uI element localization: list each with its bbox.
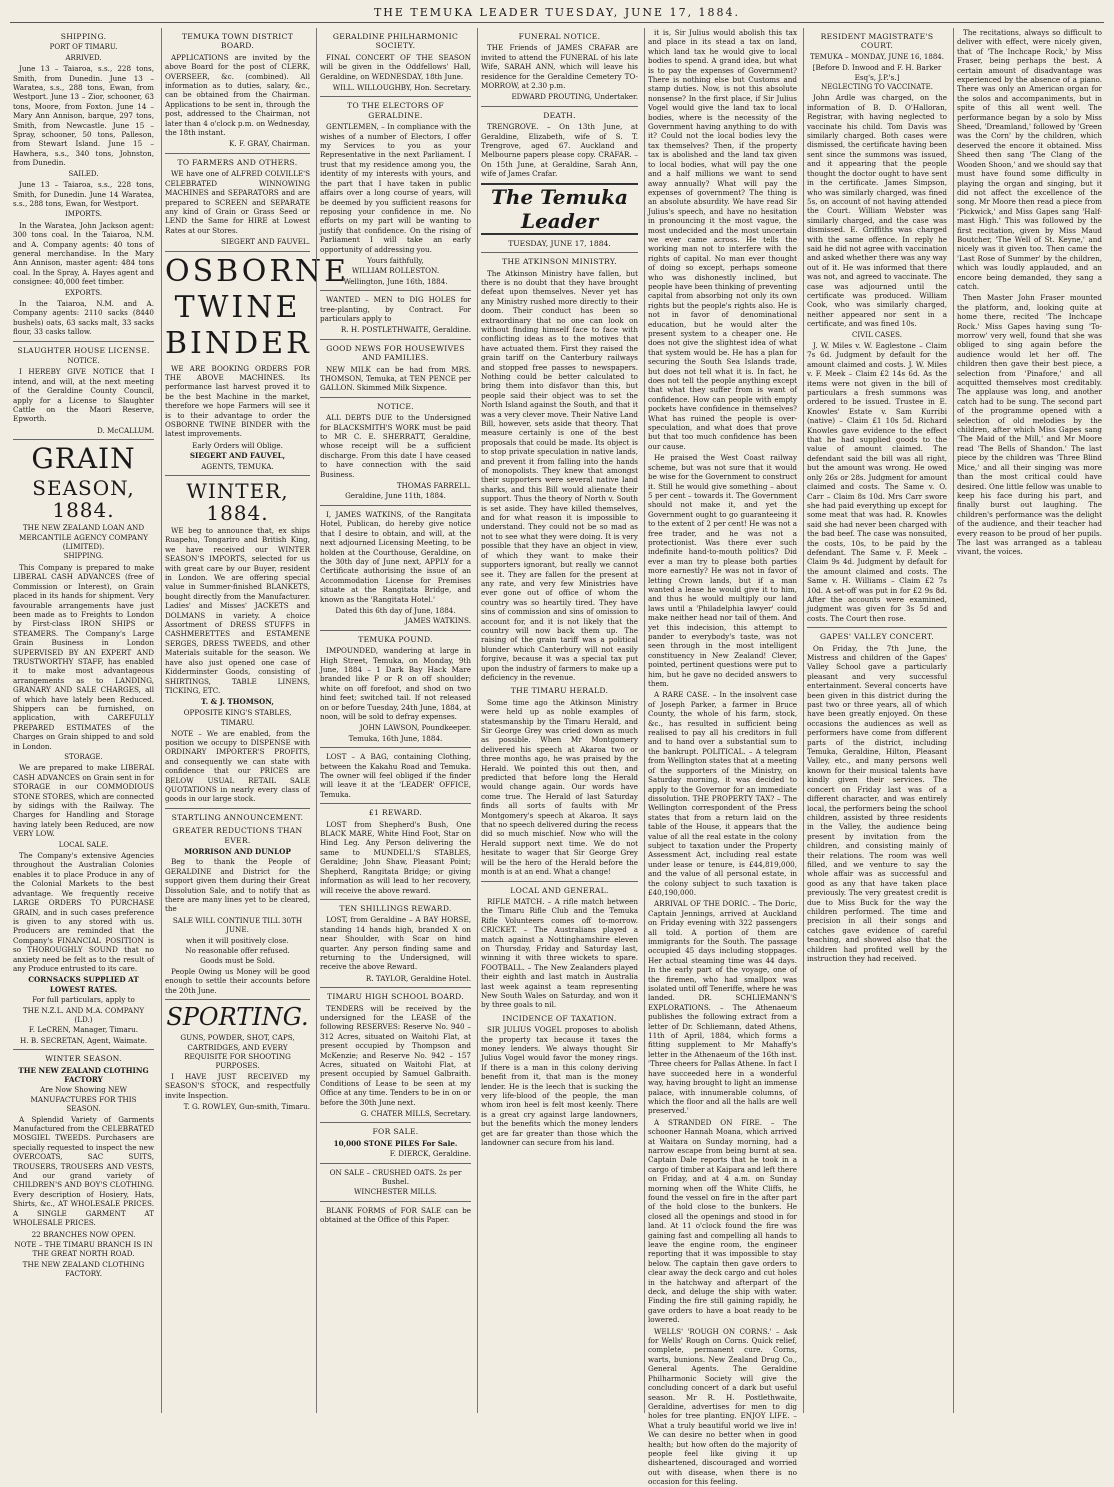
divider xyxy=(165,153,310,154)
divider xyxy=(320,96,471,97)
secretan-line: H. B. SECRETAN, Agent, Waimate. xyxy=(19,1035,147,1045)
divider xyxy=(320,987,471,988)
court-heading: RESIDENT MAGISTRATE'S COURT. xyxy=(820,32,934,51)
divider xyxy=(13,341,154,342)
rolleston-line: WILLIAM ROLLESTON. xyxy=(351,266,440,276)
arrived-heading: ARRIVED. xyxy=(65,53,102,62)
school-board-heading: TIMARU HIGH SCHOOL BOARD. xyxy=(326,992,464,1002)
divider xyxy=(320,747,471,748)
exports-heading: EXPORTS. xyxy=(64,288,103,297)
farrell-signature: THOMAS FARRELL. xyxy=(396,481,471,491)
article-text-b: He praised the West Coast railway scheme, but was not sure that it would be wise for the Government to construct it. Still he would give something – about 5 per cent – towards it. The Government should not make it, and yet the Government ought to go guaranteeing it to the extent of 2 per cent! He was not a free trader, and he was not a protectionist. Was there ever such indefinite hand-to-mouth politics? Did ever a man try to please both parties more earnestly? He was not in favor of letting Crown lands, but if a man wanted a lease he would give it to him, and thus he would multiply our land laws until a 'Philadelphia lawyer' could make neither head nor tail of them. And yet this indecision, this attempt to pander to everybody's taste, was not seen through in the most intelligent constituency in New Zealand! Clever, pointed, pertinent questions were put to him, but he gave no decided answers to them. xyxy=(648,453,797,689)
chater-signature: G. CHATER MILLS, Secretary. xyxy=(360,1109,471,1119)
prouting-signature: EDWARD PROUTING, Undertaker. xyxy=(511,92,638,102)
binder-headline: BINDER xyxy=(165,325,312,361)
divider xyxy=(13,439,154,440)
watkins-text: I, JAMES WATKINS, of the Rangitata Hotel, Publican, do hereby give notice that I desire to obtain, and will, at the next adjourned Licensing Meeting, to be holden at the Courthouse, Geraldine, on the 30th day of June next, APPLY for a Certificate authorising the issue of an Accommodation License for Premises situate at the Rangitata Bridge, and known as the 'Rangitata Hotel.' xyxy=(320,509,471,604)
masthead-rule xyxy=(10,22,1104,23)
md-text: Beg to thank the People of GERALDINE and District for the support given them during their Great Dissolution Sale, and to notify that as there are many lines yet to be cleared, the xyxy=(165,857,310,914)
wanted-text: WANTED – MEN to DIG HOLES for tree-planting, by Contract. For particulars apply to xyxy=(320,295,471,323)
concert-heading: GAPES' VALLEY CONCERT. xyxy=(820,632,934,642)
column-2 xyxy=(161,28,350,1413)
divider xyxy=(320,803,471,804)
owing-text: People Owing us Money will be good enough to settle their accounts before the 20th June. xyxy=(165,966,310,995)
local-general-text: RIFLE MATCH. – A rifle match between the Timaru Rifle Club and the Temuka Rifle Volunteers comes off to-morrow. CRICKET. – The Australians played a match against a Nottinghamshire eleven on Thursday, Friday and Saturday last, winning it with three wickets to spare. FOOTBALL. – The New Zealanders played their eighth and last match in Australia last week against a team representing New South Wales on Saturday, and won it by three goals to nil. xyxy=(481,896,638,1010)
town-board-heading: TEMUKA TOWN DISTRICT BOARD. xyxy=(181,32,294,51)
timaru-line: TIMARU. xyxy=(220,718,255,728)
civil-cases-heading: CIVIL CASES. xyxy=(852,330,902,339)
dateline: TUESDAY, JUNE 17, 1884. xyxy=(508,238,611,248)
sf-name: SIEGERT AND FAUVEL, xyxy=(189,451,286,461)
court-before: [Before D. Inwood and F. H. Barker Esq's, J.P.'s.] xyxy=(812,63,942,82)
blank-forms-text: BLANK FORMS of FOR SALE can be obtained at the Office of this Paper. xyxy=(320,1205,471,1225)
vaccinate-heading: NEGLECTING TO VACCINATE. xyxy=(821,83,933,92)
electors-text: GENTLEMEN, – In compliance with the wishes of a number of Electors, I offer my Services to you as your Representative in the next Parliament. I trust that my residence among you, the identity of my interests with yours, and the part that I have taken in public affairs over a long course of years, will be deemed by you sufficient reasons for reposing your confidence in me. No efforts on my part will be wanting to justify that confidence. On the rising of Parliament I will take an early opportunity of addressing you. xyxy=(320,122,471,254)
opposite-line: OPPOSITE KING'S STABLES, xyxy=(183,707,292,717)
footer-line: THE NEW ZEALAND CLOTHING FACTORY. xyxy=(22,1259,145,1279)
divider xyxy=(320,505,471,506)
winter-text: WE beg to announce that, ex ships Ruapehu, Tongariro and British King, we have received our WINTER SEASON'S IMPORTS, selected for us with great care by our Buyer, resident in London. We are offering special value in Summer-finished BLANKETS, bought directly from the Manufacturer. Ladies' and Misses' JACKETS and DOLMANS in variety. A choice Assortment of DRESS STUFFS in CASHMERETTES and ESTAMENE SERGES, DRESS TWEEDS, and other Materials suitable for the season. We have also just opened one case of Kidderminster Goods, consisting of SHIRTINGS, TABLE LINENS, TICKING, ETC. xyxy=(165,526,310,695)
shipping-heading: SHIPPING. xyxy=(60,32,107,41)
storage-heading: STORAGE. xyxy=(64,753,103,761)
manager-line: F. LeCREN, Manager, Timaru. xyxy=(28,1025,139,1035)
watkins-date: Dated this 6th day of June, 1884. xyxy=(335,605,456,615)
yours-line: Yours faithfully, xyxy=(367,255,424,265)
funeral-heading: FUNERAL NOTICE. xyxy=(518,32,601,41)
herald-heading: THE TIMARU HERALD. xyxy=(510,686,609,696)
imports-heading: IMPORTS. xyxy=(65,210,102,219)
rowley-signature: T. G. ROWLEY, Gun-smith, Timaru. xyxy=(183,1101,310,1111)
article-text-d: ARRIVAL OF THE DORIC. – The Doric, Captain Jennings, arrived at Auckland on Friday evening with 322 passengers all told. A portion of them are immigrants for the South. The passage occupied 45 days including stoppages. Her actual steaming time was 44 days. In the early part of the voyage, one of the firemen, who had smallpox was isolated until off Teneriffe, where he was landed. DR. SCHLIEMANN'S EXPLORATIONS. – The Athenaeum publishes the following extract from a letter of Dr. Schliemann, dated Athens, 11th of April, 1884, which forms a fitting supplement to Mr Mahaffy's letter in the Athenaeum of the 16th inst. 'Three cheers for Pallas Athene. In fact I have succeeded here in a wonderful way, having brought to light an immense palace, with innumerable columns, of which the floor and all the halls are well preserved.' xyxy=(648,899,798,1116)
shipping2-heading: SHIPPING. xyxy=(63,552,104,561)
divider xyxy=(320,339,471,340)
concert-text-b: The recitations, always so difficult to deliver with effect, were nicely given, that of 'The Inchcape Rock,' by Miss Fraser, being perhaps the best. A certain amount of disadvantage was experienced by the absence of a piano. There was only an American organ for the solos and accompaniments, but in spite of this all went well. The performance began by a solo by Miss Sheed, 'Dreamland,' followed by 'Green was the Corn' by the children, which deserved the encore it obtained. Miss Sheed then sang 'The Clang of the Wooden Shoon,' and we should say that must have found some difficulty in playing the organ and singing, but it did not affect the excellence of the song. Mr Moore then read a piece from 'Pickwick,' and Miss Gapes sang 'Half-mast High.' This was followed by the first recitation, given by Miss Maud Boutcher, 'The Well of St. Keyne,' and nicely was it given too. Then came the 'Last Rose of Summer' by the children, which was loudly applauded, and an encore being demanded, they sang a catch. xyxy=(957,28,1102,291)
early-orders-line: Early Orders will Oblige. xyxy=(192,440,283,450)
divider xyxy=(481,881,638,882)
sale-continue-line: SALE WILL CONTINUE TILL 30TH JUNE. xyxy=(172,915,303,935)
column-4 xyxy=(477,28,641,1413)
death-heading: DEATH. xyxy=(543,110,576,120)
divider xyxy=(320,397,471,398)
court-text-b: J. W. Miles v. W. Eaglestone – Claim 7s 6d. Judgment by default for the amount claimed and costs. J. W. Miles v. F. Meek – Claim £2 14s 6d. As the items were not given in the bill of particulars a fresh summons was ordered to be issued. Trustee in E. Knowles' Estate v. Sam Kurribi (native) – Claim £1 10s 5d. Richard Knowles gave evidence to the effect that he had supplied goods to the value of amount claimed. The defendant said the bill was all right, but the amount was wrong. He owed only 26s or 28s. Judgment for amount claimed and costs. The Same v. O. Carr – Claim 8s 10d. Mrs Carr swore she had paid everything up except for some meat that was had. R. Knowles said she had never been charged with the bad beef. The case was nonsuited, the costs, 10s, to be paid by the defendant. The Same v. F. Meek – Claim 9s 4d. Judgment by default for the amount claimed and costs. The Same v. H. Williams – Claim £2 7s 10d. A set-off was put in for £2 9s 8d. After the accounts were examined, judgment was given for 3s 5d and costs. The Court then rose. xyxy=(807,341,947,623)
goods-sold-line: Goods must be Sold. xyxy=(200,956,275,966)
sailed-text: June 13 – Taiaroa, s.s., 228 tons, Smith, for Dunedin. June 14 Waratea, s.s., 288 tons, Ewan, for Westport. xyxy=(13,180,154,208)
divider xyxy=(481,106,638,107)
good-news-heading: GOOD NEWS FOR HOUSEWIVES AND FAMILIES. xyxy=(326,343,465,363)
farrell-date: Geraldine, June 11th, 1884. xyxy=(345,491,446,501)
for-sale-heading: FOR SALE. xyxy=(372,1127,419,1137)
sporting-headline: SPORTING. xyxy=(166,1003,309,1032)
lawson-signature: JOHN LAWSON, Poundkeeper. xyxy=(359,723,471,733)
nz-company-name: THE NEW ZEALAND LOAN AND MERCANTILE AGENCY COMPANY (LIMITED). xyxy=(18,523,149,552)
philharmonic-text: FINAL CONCERT OF THE SEASON will be given in the Oddfellows' Hall, Geraldine, on WEDNESDAY, 18th June. xyxy=(320,52,471,81)
exports-text: In the Taiaroa, N.M. and A. Company agents: 2110 sacks (8440 bushels) oats, 63 sacks malt, 33 sacks flour, 33 casks tallow. xyxy=(13,298,154,337)
ministry-heading: THE ATKINSON MINISTRY. xyxy=(502,257,617,267)
divider xyxy=(320,290,471,291)
farmers-heading: TO FARMERS AND OTHERS. xyxy=(177,157,298,167)
column-6 xyxy=(803,28,950,1413)
slaughter-signature: D. McCALLUM. xyxy=(96,425,154,435)
divider xyxy=(165,475,310,476)
divider xyxy=(807,627,947,628)
reward-heading: £1 REWARD. xyxy=(368,808,423,818)
divider xyxy=(320,899,471,900)
divider xyxy=(13,1049,154,1050)
article-text-a: it is, Sir Julius would abolish this tax and place in its stead a tax on land, which land tax he would give to local bodies to spend. A grand idea, but what is to pay the expenses of Government? There is nothing else but Customs and stamp duties. Now, is not this absolute nonsense? In the first place, if Sir Julius Vogel would give the land tax to local bodies, where is the necessity of the Government having anything to do with it? Could not the local bodies levy the tax themselves? Then, if the property tax is abolished and the land tax given to local bodies, what will pay the one and a half millions we want to send away annually? What will pay the expenses of government? The thing is an absolute absurdity. We have read Sir Julius's speech, and have no hesitation in pronouncing it the most vague, the most undecided and the most uncertain we ever came across. He tells the working man not to interfere with the rights of capital. No man ever thought of doing so except, perhaps someone who was dishonestly inclined, but people have been thinking of preventing capital from absorbing not only its own rights but the people's rights also. He is not in favor of denominational education, but he would alter the present system to a cheaper one. He does not give the slightest idea of what that system would be. He has a plan for securing the South Sea Islands trade, but does not tell what it is. In fact, he does not tell the people anything except that what they suffer from is want of confidence. How can people with empty pockets have confidence in themselves? What has ruined the people is over-speculation, and what does that prove but that too much confidence has been our cause. xyxy=(648,28,797,451)
column-5 xyxy=(644,28,800,1487)
divider xyxy=(165,251,310,252)
death-text: TRENGROVE. – On 13th June, at Geraldine, Elizabeth, wife of S. T. Trengrove, aged 67. Auckland and Melbourne papers please copy. CRAFAR. – On 15th June, at Geraldine, Sarah Ann, wife of James Crafar. xyxy=(481,122,638,179)
greater-heading: GREATER REDUCTIONS THAN EVER. xyxy=(172,826,303,845)
notice-heading: NOTICE. xyxy=(377,401,414,411)
company-line: THE N.Z.L. AND M.A. COMPANY (LD.) xyxy=(22,1005,145,1024)
town-board-text: APPLICATIONS are invited by the above Board for the post of CLERK, OVERSEER, &c. (combined). All information as to duties, salary, &c., can be obtained from the Chairman. Applications to be sent in, through the post, addressed to the Chairman, not later than 4 o'clock p.m. on Wednesday, the 18th instant. xyxy=(165,52,310,138)
school-board-text: TENDERS will be received by the undersigned for the LEASE of the following RESERVES: Reserve No. 940 – 312 Acres, situated on Waitohi Flat, at present occupied by Thompson and McKenzie; and Reserve No. 942 – 157 Acres, situated on Waitohi Flat, at present occupied by Samuel Galbraith. Conditions of Lease to be seen at my Office at any time. Tenders to be in on or before the 30th June next. xyxy=(320,1003,471,1107)
grain-headline: GRAIN xyxy=(31,442,136,476)
port-heading: PORT OF TIMARU. xyxy=(49,43,118,52)
thomson-name: T. & J. THOMSON, xyxy=(201,697,274,707)
showing-line: Are Now Showing NEW MANUFACTURES FOR THIS SEASON. xyxy=(30,1085,137,1114)
divider xyxy=(320,630,471,631)
taylor-signature: R. TAYLOR, Geraldine Hotel. xyxy=(365,973,471,983)
imports-text: In the Waratea, John Jackson agent: 300 tons coal. In the Taiaroa, N.M. and A. Company agents: 40 tons of general merchandise. In the Mary Ann Annison, master agent: 484 tons coal. In the Spray, A. Hayes agent and consignee: 40,000 feet timber. xyxy=(13,220,154,287)
court-text-a: John Ardle was charged, on the information of B. D. O'Halloran, Registrar, with having neglected to vaccinate his child. Tom Davis was similarly charged. Both cases were dismissed, the certificate having been sent since the summons was issued, and it appearing that the people thought the doctor ought to have sent in the certificate. James Simpson, who was similarly charged, was fined 5s, on account of not having attended the Court. William Webster was similarly charged, and the case was dismissed. E. Griffiths was charged with the same offence. In reply he said he did not agree with vaccination and asked whether there was any way out of it. He was informed that there was not, and agreed to vaccinate. The case was adjourned until the certificate was produced. William Cook, who was similarly charged, neither appeared nor sent in a certificate, and was fined 10s. xyxy=(807,93,947,329)
lawson-date: Temuka, 16th June, 1884. xyxy=(348,733,443,743)
no-refused-line: No reasonable offer refused. xyxy=(185,946,290,956)
sporting-items: GUNS, POWDER, SHOT, CAPS, CARTRIDGES, AND EVERY REQUISITE FOR SHOOTING PURPOSES. xyxy=(180,1033,295,1071)
winter-season-heading: WINTER SEASON. xyxy=(45,1054,122,1064)
pound-heading: TEMUKA POUND. xyxy=(358,634,433,644)
divider xyxy=(165,999,310,1000)
clothing-factory-name: THE NEW ZEALAND CLOTHING FACTORY xyxy=(18,1065,149,1084)
booking-text: WE ARE BOOKING ORDERS FOR THE ABOVE MACHINES. Its performance last harvest proved it to be the best Machine in the market, therefore we hope Farmers will see it is to their advantage to order the OSBORNE TWINE BINDER with the latest improvements. xyxy=(165,363,310,439)
divider xyxy=(481,252,638,253)
watkins-signature: JAMES WATKINS. xyxy=(405,616,471,626)
electors-heading: TO THE ELECTORS OF GERALDINE. xyxy=(347,101,444,120)
winter-headline: WINTER, 1884. xyxy=(186,479,289,525)
branches-line: 22 BRANCHES NOW OPEN. xyxy=(31,1229,136,1239)
local-sale-text: The Company's extensive Agencies throughout the Australian Colonies enables it to place Produce in any of the Colonial Markets to the best advantage. We frequently receive LARGE ORDERS TO PURCHASE GRAIN, and in such cases preference is given to any stored with us. Producers are reminded that the Company's FINANCIAL POSITION is so THOROUGHLY SOUND that no anxiety need be felt as to the result of any Produce entrusted to its care. xyxy=(13,851,154,973)
column-7 xyxy=(953,28,1105,1413)
impounded-text: IMPOUNDED, wandering at large in High Street, Temuka, on Monday, 9th June, 1884 – 1 Dark Bay Hack Mare branded like P or R on off shoulder; white on off forefoot, and shod on two hind feet; switched tail. If not released on or before Tuesday, 24th June, 1884, at noon, will be sold to defray expenses. xyxy=(320,646,471,721)
ten-shillings-heading: TEN SHILLINGS REWARD. xyxy=(339,903,452,913)
divider xyxy=(165,808,310,809)
article-text-f: WELLS' 'ROUGH ON CORNS.' – Ask for Wells' Rough on Corns. Quick relief, complete, permanent cure. Corns, warts, bunions. New Zealand Drug Co., General Agents. The Geraldine Philharmonic Society will give the concluding concert of a dark but useful season. Mr R. H. Postlethwaite, Geraldine, advertises for men to dig holes for tree planting. ENJOY LIFE. – What a truly beautiful world we live in! We can desire no better when in good health; but how often do the majority of people feel like giving it up disheartened, discouraged and worried out with disease, when there is no occasion for this feeling. xyxy=(648,1326,797,1487)
dierck-signature: F. DIERCK, Geraldine. xyxy=(389,1149,471,1159)
note-line: NOTE – THE TIMARU BRANCH IS IN THE GREAT NORTH ROAD. xyxy=(14,1239,153,1259)
wellington-line: Wellington, June 16th, 1884. xyxy=(343,276,448,286)
concert-text-c: Then Master John Fraser mounted the platform, and, looking quite at home there, recited 'The Inchcape Rock.' Miss Gapes having sung 'To-morrow' very well, found that she was obliged to sing again before the audience would let her off. The children then gave their best piece, a selection from 'Pinafore,' and all acquitted themselves most creditably. The applause was long, and another catch had to be sung. The second part of the programme opened with a selection of old melodies by the children, after which Miss Gapes sang 'The Maid of the Mill,' and Mr Moore read 'The Bells of Shandon.' The last piece by the children was 'Three Blind Mice,' and all their singing was more than the most critical could have desired. One little fellow was unable to keep his face during his part, and finally burst out laughing. The children's performance was the delight of the audience, and their teacher had every reason to be proud of her pupils. The last was arranged as a tableau vivant, the voices. xyxy=(957,293,1102,557)
milk-text: NEW MILK can be had from MRS. THOMSON, Temuka, at TEN PENCE per GALLON. Skimmed Milk Sixpence. xyxy=(320,364,471,393)
notice-heading: NOTICE. xyxy=(67,357,100,365)
osborne-headline: OSBORNE xyxy=(165,253,350,289)
note-text: NOTE – We are enabled, from the position we occupy to DISPENSE with ORDINARY IMPORTER'S PROFITS, and consequently we can state with confidence that our PRICES are BELOW USUAL RETAIL SALE QUOTATIONS in nearly every class of goods in our large stock. xyxy=(165,728,310,804)
particulars-line: For full particulars, apply to xyxy=(32,995,135,1005)
local-general-heading: LOCAL AND GENERAL. xyxy=(510,885,609,895)
postlethwaite-signature: R. H. POSTLETHWAITE, Geraldine. xyxy=(340,325,471,335)
farmers-text: WE have one of ALFRED COLVILLE'S CELEBRATED WINNOWING MACHINES and SEPARATORS and are prepared to SCREEN and SEPARATE any kind of Grain or Grass Seed or LEND the Same for HIRE at Lowest Rates at our Stores. xyxy=(165,169,310,235)
article-text-e: A STRANDED ON FIRE. – The schooner Hannah Moana, which arrived at Waitara on Sunday morning, had a narrow escape from being burnt at sea. Captain Dale reports that he took in a cargo of timber at Kaipara and left there on Friday, and at 4 a.m. on Sunday morning when off the White Cliffs, he found the vessel on fire in the after part of the hold close to the bunkers. He closed all the openings and stood in for land. At 11 o'clock found the fire was gaining fast and compelling all hands to leave the engine room, the engineer reporting that it was impossible to stay below. The captain then gave orders to clear away the deck cargo and cut holes in the hatchway and afterpart of the deck, and deluge the ship with water. Finding the fire still gaining rapidly, he gave orders to have a boat ready to be lowered. xyxy=(648,1117,797,1325)
philharmonic-heading: GERALDINE PHILHARMONIC SOCIETY. xyxy=(332,32,459,51)
column-1 xyxy=(10,28,157,1413)
cornsacks-line: CORNSACKS SUPPLIED AT LOWEST RATES. xyxy=(28,975,139,994)
ministry-text: The Atkinson Ministry have fallen, but there is no doubt that they have brought defeat upon themselves. Never yet has any Ministry rushed more directly to their doom. Their conduct has been so extraordinary that no one can look on without finding himself face to face with conflicting ideas as to the motives that have actuated them. First they raised the grain tariff on the Canterbury railways and stopped free passes to newspapers. Nothing could be better calculated to bring them into disfavor than this, but people said their object was to set the North Island against the South, and that it was a very clever move. Their Native Land Bill, however, sets aside that theory. That measure certainly is one of the best proposals that could be made. Its object is to stop private speculation in native lands, and prevent it from falling into the hands of monopolists. They knew that amongst their supporters were several native land sharks, and this Bill would alienate their support. Thus the theory of North v. South is set aside. They have killed themselves, and for what reason it is impossible to understand. They could not be so mad as not to see what they were doing. It is very possible that they have an object in view, of which they want to make their supporters ignorant, but really we cannot see it. They are fallen for the present at any rate, and very few Ministries have ever gone out of office of whom the country was so heartily tired. They have sins of commission and sins of omission to account for, and it is not likely that the country will now back them up. The raising of the grain tariff was a political blunder which Canterbury will not easily forgive, because it was a special tax put upon the industry of farmers to make up a deficiency in the revenue. xyxy=(481,268,638,682)
farmers-signature: SIEGERT AND FAUVEL. xyxy=(221,237,310,247)
court-subheading: TEMUKA – MONDAY, JUNE 16, 1884. xyxy=(810,52,944,61)
article-text-c: A RARE CASE. – In the insolvent case of Joseph Parker, a farmer in Bruce County, the whole of his farm, stock, &c., has resulted in sufficient being realised to pay all his creditors in full and to hand over a substantial sum to the bankrupt. POLITICAL. – A telegram from Wellington states that at a meeting of the supporters of the Ministry, on Saturday morning, it was decided to apply to the Governor for an immediate dissolution. THE PROPERTY TAX? – The Wellington correspondent of the Press states that from a return laid on the table of the House, it appears that the value of all the real estate in the colony subject to taxation under the Property Assessment Act, including real estate under lease or tenure, is £44,819,000, and the value of all personal estate, in the colony subject to such taxation is £40,190,000. xyxy=(648,690,797,897)
lost-bag-text: LOST – A BAG, containing Clothing, between the Kakahu Road and Temuka. The owner will feel obliged if the finder will leave it at the 'LEADER' OFFICE, Temuka. xyxy=(320,752,471,799)
town-board-signature: K. F. GRAY, Chairman. xyxy=(229,139,310,149)
divider xyxy=(320,1122,471,1123)
taxation-text: SIR JULIUS VOGEL proposes to abolish the property tax because it taxes the money lenders. We always thought Sir Julius Vogel would favor the money rings. If there is a man in this colony deriving benefit from it, that man is the money lender. He is the leech that is sucking the very life-blood of the people, the man whom iron heel is felt most keenly. There is a great cry against large landowners, but the benefits which the money lenders get are far greater than those which the landowner can secure from his land. xyxy=(481,1025,638,1148)
shipping2-text: This Company is prepared to make LIBERAL CASH ADVANCES (free of Commission or Interest), on Grain placed in its hands for shipment. Very favourable arrangements have just been made as to Freights to London by First-class IRON SHIPS or STEAMERS. The Company's Large Grain Business in London SUPERVISED BY AN EXPERT AND TRUSTWORTHY STAFF, has enabled it to make most advantageous arrangements as to LANDING, GRANARY AND SALE CHARGES, all of which have lately been Reduced. Shippers can be furnished, on application, with CAREFULLY PREPARED ESTIMATES of the Charges on Grain shipped to and sold in London. xyxy=(13,562,154,751)
storage-text: We are prepared to make LIBERAL CASH ADVANCES on Grain sent in for STORAGE in our COMMODIOUS STONE STORES, which are connected by sidings with the Railway. The Charges for Handling and Storage having lately been Reduced, are now VERY LOW. xyxy=(13,763,154,839)
startling-heading: STARTLING ANNOUNCEMENT. xyxy=(171,812,304,822)
positively-line: when it will positively close. xyxy=(186,935,289,945)
column-3 xyxy=(316,28,474,1413)
mills-line: WINCHESTER MILLS. xyxy=(354,1187,437,1197)
local-sale-heading: LOCAL SALE. xyxy=(58,840,109,849)
ten-shillings-text: LOST, from Geraldine – A BAY HORSE, standing 14 hands high, branded X on near Shoulder, with Scar on hind quarter. Any person finding same and returning to the Undersigned, will receive the above Reward. xyxy=(320,915,471,972)
sf-agents: AGENTS, TEMUKA. xyxy=(201,461,274,471)
taxation-heading: INCIDENCE OF TAXATION. xyxy=(502,1013,617,1023)
winter-season-text: A Splendid Variety of Garments Manufactured from the CELEBRATED MOSGIEL TWEEDS. Purchasers are specially requested to inspect the new OVERCOATS, SAC SUITS, TROUSERS, TROUSERS AND VESTS, And our grand variety of CHILDREN'S AND BOY'S CLOTHING. Every description of Hosiery, Hats, Shirts, &c., AT WHOLESALE PRICES. A SINGLE GARMENT AT WHOLESALE PRICES. xyxy=(13,1114,154,1228)
herald-text: Some time ago the Atkinson Ministry were held up as noble examples of statesmanship by the Timaru Herald, and Sir George Grey was cried down as much as possible. When Mr Montgomery delivered his speech at Akaroa two or three months ago, he was praised by the Herald. We pointed this out then, and predicted that before long the Herald would change again. Our words have come true. The Herald of last Saturday finds all sorts of faults with Mr Montgomery's speech at Akaroa. It says that no speech delivered during the recess did so much mischief. Now who will the Herald support next time. We do not hesitate to wager that Sir George Grey will be the hero of the Herald before the month is at an end. What a change! xyxy=(481,697,638,877)
arrived-text: June 13 – Taiaroa, s.s., 228 tons, Smith, from Dunedin. June 13 – Waratea, s.s., 288 tons, Ewan, from Westport. June 13 – Zior, schooner, 63 tons, Moore, from Foxton. June 14 – Mary Ann Annison, barque, 297 tons, Smith, from Newcastle. June 15 – Spray, schooner, 50 tons, Palleson, from Stewart Island. June 15 – Hawhera, s.s., 340 tons, Johnston, from Dunedin. xyxy=(13,64,154,168)
slaughter-text: I HEREBY GIVE NOTICE that I intend, and will, at the next meeting of the Geraldine County Council, apply for a License to Slaughter Cattle on the Maori Reserve, Epworth. xyxy=(13,367,154,424)
stone-piles-line: 10,000 STONE PILES For Sale. xyxy=(333,1138,458,1148)
received-text: I HAVE JUST RECEIVED my SEASON'S STOCK, and respectfully invite Inspection. xyxy=(165,1071,310,1100)
season-headline: SEASON, 1884. xyxy=(32,476,135,523)
funeral-text: THE Friends of JAMES CRAFAR are invited to attend the FUNERAL of his late Wife, SARAH ANN, which will leave his residence for the Geraldine Cemetery TO-MORROW, at 2.30 p.m. xyxy=(481,43,638,91)
twine-headline: TWINE xyxy=(174,289,301,325)
debts-text: ALL DEBTS DUE to the Undersigned for BLACKSMITH'S WORK must be paid to MR C. E. SHERRATT, Geraldine, whose receipt will be a sufficient discharge. From this date I have ceased to have connection with the said Business. xyxy=(320,413,471,479)
masthead: THE TEMUKA LEADER TUESDAY, JUNE 17, 1884. xyxy=(373,6,741,19)
divider xyxy=(320,1163,471,1164)
md-name: MORRISON AND DUNLOP xyxy=(184,847,291,856)
lost-mare-text: LOST from Shepherd's Bush, One BLACK MARE, White Hind Foot, Star on Hind Leg. Any Person delivering the same to MUNDELL'S STABLES, Geraldine; John Shaw, Pleasant Point; Shepherd, Rangitata Bridge; or giving information as will lead to her recovery, will receive the above reward. xyxy=(320,819,471,895)
newspaper-nameplate: The Temuka Leader xyxy=(481,183,638,235)
slaughter-heading: SLAUGHTER HOUSE LICENSE. xyxy=(17,345,150,355)
on-sale-line: ON SALE – CRUSHED OATS. 2s per Bushel. xyxy=(329,1167,462,1187)
concert-text-a: On Friday, the 7th June, the Mistress and children of the Gapes' Valley School gave a particularly pleasant and very successful entertainment. Several concerts have been given in this district during the past two or three years, all of which have been greatly enjoyed. On these occasions the audiences as well as performers have come from different parts of the district, including Temuka, Geraldine, Hilton, Pleasant Valley, etc., and many persons well known for their musical talents have kindly given their services. The concert on Friday last was of a different character, and was entirely local, the performers being the school children, assisted by three residents in the Valley, the audience being present by invitation from the children, and consisting mainly of their relations. The room was well filled, and we venture to say the whole affair was as successful and good as any that have taken place previously. The very greatest credit is due to Miss Buck for the way the children performed. The time and precision in all their songs and catches gave evidence of careful teaching, and showed also that the children had profited well by the instruction they had received. xyxy=(807,643,947,963)
philharmonic-signature: WILL. WILLOUGHBY, Hon. Secretary. xyxy=(332,83,471,93)
sailed-heading: SAILED. xyxy=(68,169,99,178)
divider xyxy=(320,1201,471,1202)
